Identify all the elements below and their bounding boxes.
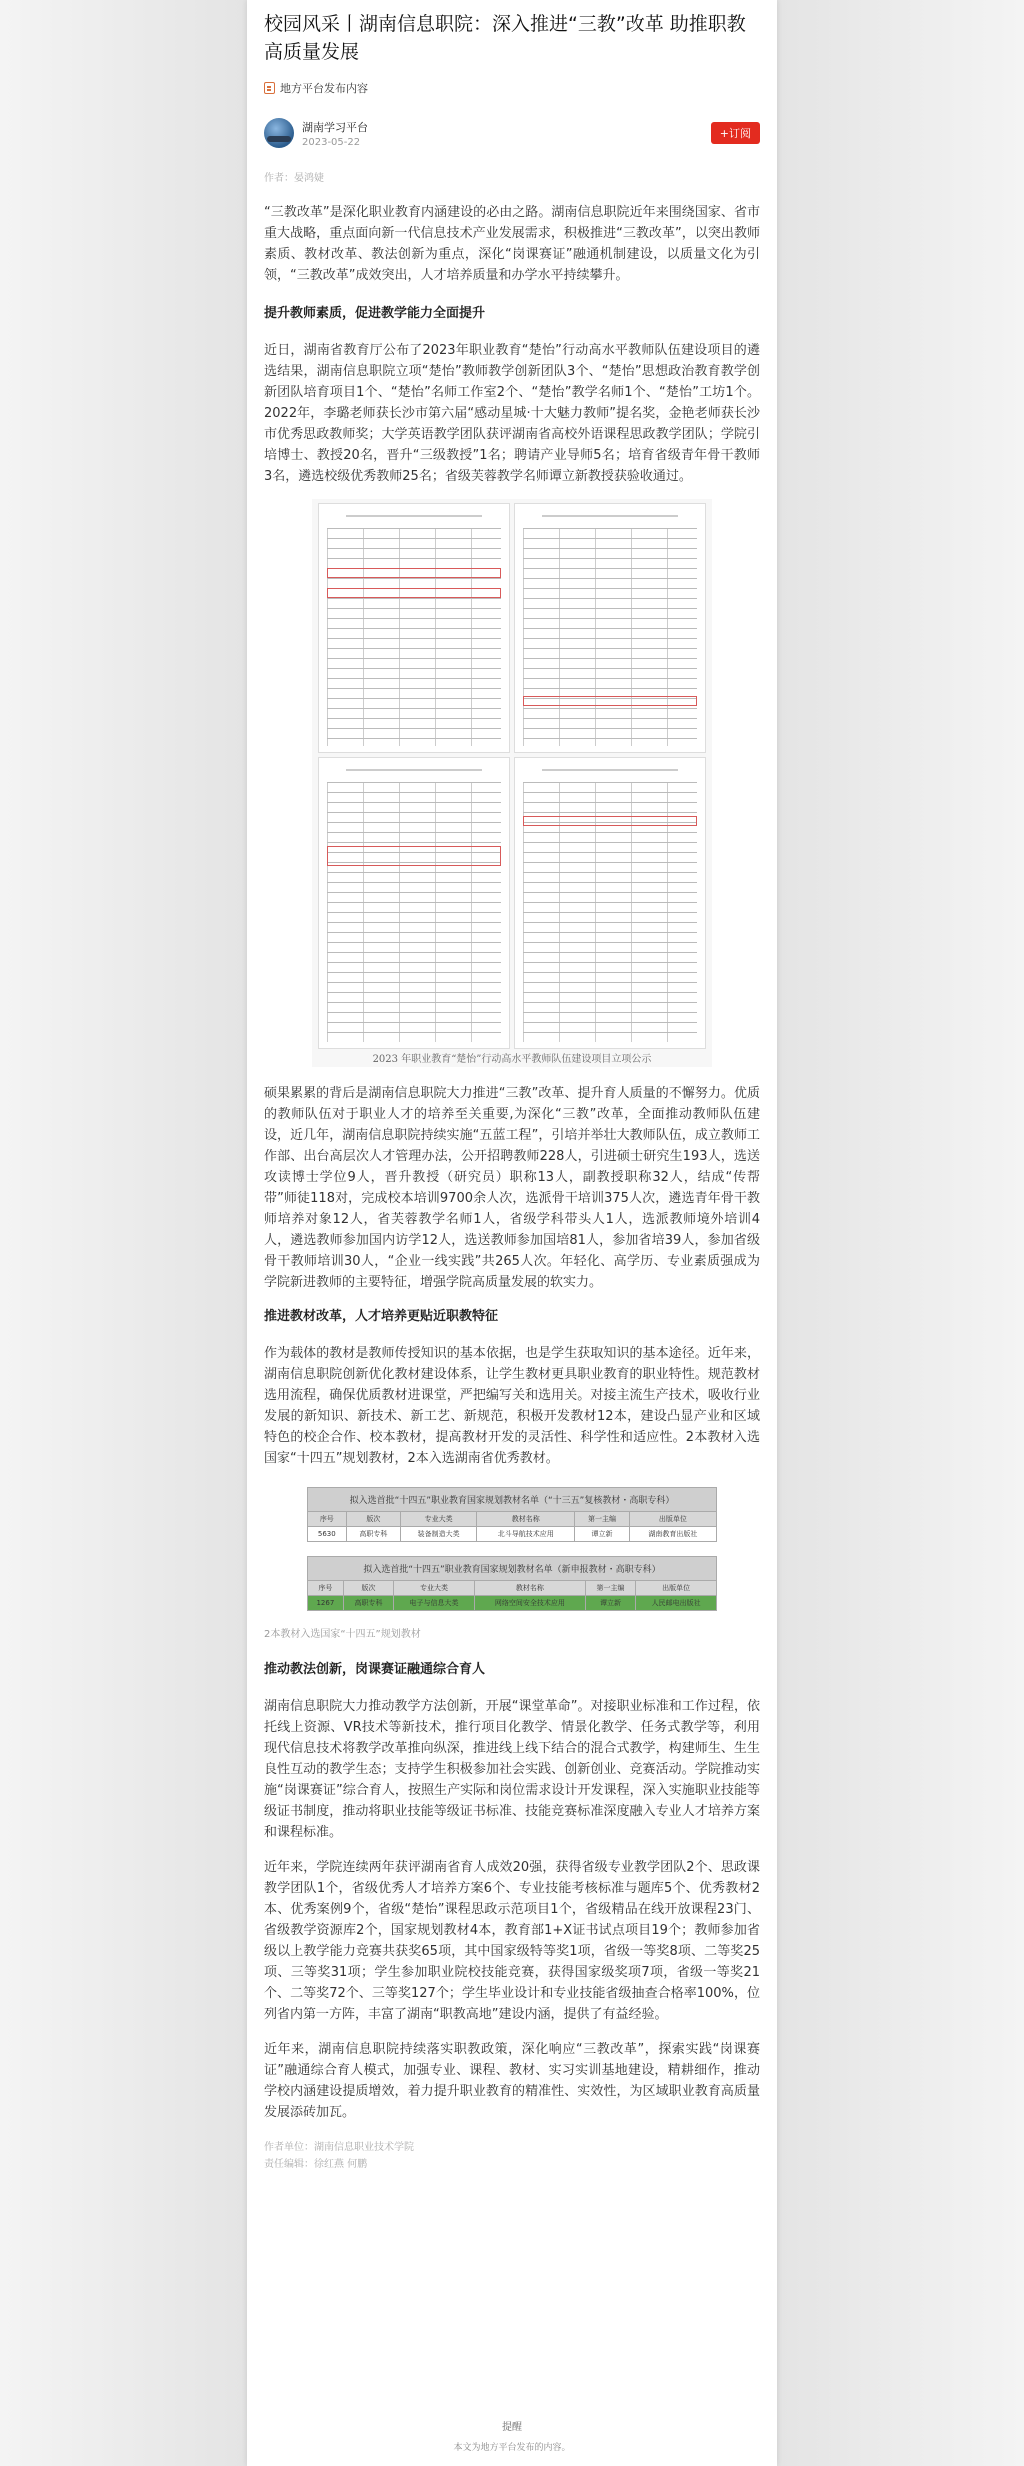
author-unit: 作者单位：湖南信息职业技术学院	[264, 2142, 414, 2153]
publish-date: 2023-05-22	[302, 136, 361, 148]
table-image-3	[318, 757, 510, 1049]
table-cell: 高职专科	[346, 1527, 400, 1542]
figure-caption-textbooks: 2本教材入选国家“十四五”规划教材	[264, 1629, 421, 1640]
byline: 作者：晏鸿婕	[264, 173, 324, 184]
table-header: 出版单位	[629, 1512, 716, 1527]
table-header: 版次	[346, 1512, 400, 1527]
table-header: 第一主编	[575, 1512, 629, 1527]
table-cell: 装备制造大类	[401, 1527, 477, 1542]
figure-project-list[interactable]	[312, 499, 712, 1067]
section-heading-methods: 推动教法创新，岗课赛证融通综合育人	[264, 1662, 486, 1677]
author-meta	[302, 119, 368, 148]
table-cell: 谭立新	[575, 1527, 629, 1542]
source-line	[264, 80, 760, 96]
table-title: 拟入选首批“十四五”职业教育国家规划教材名单（“十三五”复核教材・高职专科）	[308, 1488, 717, 1512]
textbook-table-1	[307, 1487, 717, 1542]
table-cell: 网络空间安全技术应用	[474, 1596, 585, 1611]
table-row	[308, 1596, 717, 1611]
table-header: 教材名称	[477, 1512, 575, 1527]
table-cell: 北斗导航技术应用	[477, 1527, 575, 1542]
table-header: 出版单位	[636, 1581, 717, 1596]
table-header: 第一主编	[585, 1581, 635, 1596]
table-header: 序号	[308, 1581, 344, 1596]
account-name[interactable]: 湖南学习平台	[302, 120, 368, 134]
section-heading-materials: 推进教材改革，人才培养更贴近职教特征	[264, 1309, 499, 1324]
table-cell: 人民邮电出版社	[636, 1596, 717, 1611]
table-cell: 高职专科	[343, 1596, 393, 1611]
paragraph-methods-2: 近年来，学院连续两年获评湖南省育人成效20强，获得省级专业教学团队2个、思政课教学团队1个，省级优秀人才培养方案6个、专业技能考核标准与题库5个、优秀教材2本、优秀案例9个，省级“楚怡”课程思政示范项目1个，省级精品在线开放课程23门、省级教学资源库2个，国家规划教材4本，教育部1+X证书试点项目19个；教师参加省级以上教学能力竞赛共获奖65项，其中国家级特等奖1项，省级一等奖8项、二等奖25项、三等奖31项；学生参加职业院校技能竞赛，获得国家级奖项7项，省级一等奖21个、二等奖72个、三等奖127个；学生毕业设计和专业技能省级抽查合格率100%，位列省内第一方阵，丰富了湖南“职教高地”建设内涵，提供了有益经验。	[264, 1860, 760, 2022]
article-title: 校园风采丨湖南信息职院：深入推进“三教”改革 助推职教高质量发展	[264, 13, 746, 63]
table-row	[308, 1527, 717, 1542]
table-title: 拟入选首批“十四五”职业教育国家规划教材名单（新申报教材・高职专科）	[308, 1557, 717, 1581]
avatar[interactable]	[264, 118, 294, 148]
paragraph-methods-1: 湖南信息职院大力推动教学方法创新，开展“课堂革命”。对接职业标准和工作过程，依托线上资源、VR技术等新技术，推行项目化教学、情景化教学、任务式教学等，利用现代信息技术将教学改革推向纵深，推进线上线下结合的混合式教学，构建师生、生生良性互动的教学生态；支持学生积极参加社会实践、创新创业、竞赛活动。学院推动实施“岗课赛证”综合育人，按照生产实际和岗位需求设计开发课程，深入实施职业技能等级证书制度，推动将职业技能等级证书标准、技能竞赛标准深度融入专业人才培养方案和课程标准。	[264, 1699, 760, 1840]
section-heading-teachers: 提升教师素质，促进教学能力全面提升	[264, 306, 486, 321]
page-background-left	[0, 0, 247, 2466]
paragraph-teachers-2: 硕果累累的背后是湖南信息职院大力推进“三教”改革、提升育人质量的不懈努力。优质的教师队伍对于职业人才的培养至关重要,为深化“三教”改革，全面推动教师队伍建设，近几年，湖南信息职院持续实施“五蓝工程”，引培并举壮大教师队伍，成立教师工作部、出台高层次人才管理办法，公开招聘教师228人，引进硕士研究生193人，选送攻读博士学位9人，晋升教授（研究员）职称13人，副教授职称32人，结成“传帮带”师徒118对，完成校本培训9700余人次，选派骨干培训375人次，遴选青年骨干教师培养对象12人，省芙蓉教学名师1人，省级学科带头人1人，选派教师境外培训4人，遴选教师参加国内访学12人，选送教师参加国培81人，参加省培39人，参加省级骨干教师培训30人，“企业一线实践”共265人次。年轻化、高学历、专业素质强成为学院新进教师的主要特征，增强学院高质量发展的软实力。	[264, 1086, 760, 1290]
table-image-2	[514, 503, 706, 753]
table-header: 专业大类	[401, 1512, 477, 1527]
table-cell: 湖南教育出版社	[629, 1527, 716, 1542]
textbook-table-2	[307, 1556, 717, 1611]
table-header: 版次	[343, 1581, 393, 1596]
figure-caption: 2023 年职业教育“楚怡”行动高水平教师队伍建设项目立项公示	[372, 1054, 652, 1065]
disclaimer: 本文为地方平台发布的内容。	[453, 2443, 571, 2453]
author-row	[264, 116, 760, 150]
end-mark: 提醒	[502, 2422, 522, 2433]
article-page[interactable]	[247, 0, 777, 2466]
table-image-1	[318, 503, 510, 753]
table-header: 教材名称	[474, 1581, 585, 1596]
page-background-right	[777, 0, 1024, 2466]
table-cell: 5630	[308, 1527, 347, 1542]
table-header: 序号	[308, 1512, 347, 1527]
table-cell: 1267	[308, 1596, 344, 1611]
paragraph-materials: 作为载体的教材是教师传授知识的基本依据，也是学生获取知识的基本途径。近年来，湖南信息职院创新优化教材建设体系，让学生教材更具职业教育的职业特性。规范教材选用流程，确保优质教材进课堂，严把编写关和选用关。对接主流生产技术，吸收行业发展的新知识、新技术、新工艺、新规范，积极开发教材12本，建设凸显产业和区域特色的校企合作、校本教材，提高教材开发的灵活性、科学性和适应性。2本教材入选国家“十四五”规划教材，2本入选湖南省优秀教材。	[264, 1346, 760, 1466]
table-cell: 谭立新	[585, 1596, 635, 1611]
table-cell: 电子与信息大类	[394, 1596, 475, 1611]
paragraph-intro: “三教改革”是深化职业教育内涵建设的必由之路。湖南信息职院近年来围绕国家、省市重大战略，重点面向新一代信息技术产业发展需求，积极推进“三教改革”，以突出教师素质、教材改革、教法创新为重点，深化“岗课赛证”融通机制建设，以质量文化为引领，“三教改革”成效突出，人才培养质量和办学水平持续攀升。	[264, 205, 760, 283]
document-icon	[264, 82, 275, 94]
paragraph-methods-3: 近年来，湖南信息职院持续落实职教政策，深化响应“三教改革”，探索实践“岗课赛证”融通综合育人模式，加强专业、课程、教材、实习实训基地建设，精耕细作，推动学校内涵建设提质增效，着力提升职业教育的精准性、实效性，为区域职业教育高质量发展添砖加瓦。	[264, 2042, 760, 2120]
figure-textbook-tables[interactable]	[307, 1487, 717, 1611]
responsible-editor: 责任编辑：徐红燕 何鹏	[264, 2159, 368, 2170]
table-image-4	[514, 757, 706, 1049]
subscribe-button[interactable]: +订阅	[711, 122, 760, 144]
source-label: 地方平台发布内容	[280, 82, 368, 95]
paragraph-teachers-1: 近日，湖南省教育厅公布了2023年职业教育“楚怡”行动高水平教师队伍建设项目的遴选结果，湖南信息职院立项“楚怡”教师教学创新团队3个、“楚怡”思想政治教育教学创新团队培育项目1个、“楚怡”名师工作室2个、“楚怡”教学名师1个、“楚怡”工坊1个。2022年，李璐老师获长沙市第六届“感动星城·十大魅力教师”提名奖，金艳老师获长沙市优秀思政教师奖；大学英语教学团队获评湖南省高校外语课程思政教学团队；学院引培博士、教授20名，晋升“三级教授”1名；聘请产业导师5名；培育省级青年骨干教师3名，遴选校级优秀教师25名；省级芙蓉教学名师谭立新教授获验收通过。	[264, 343, 760, 484]
table-header: 专业大类	[394, 1581, 475, 1596]
